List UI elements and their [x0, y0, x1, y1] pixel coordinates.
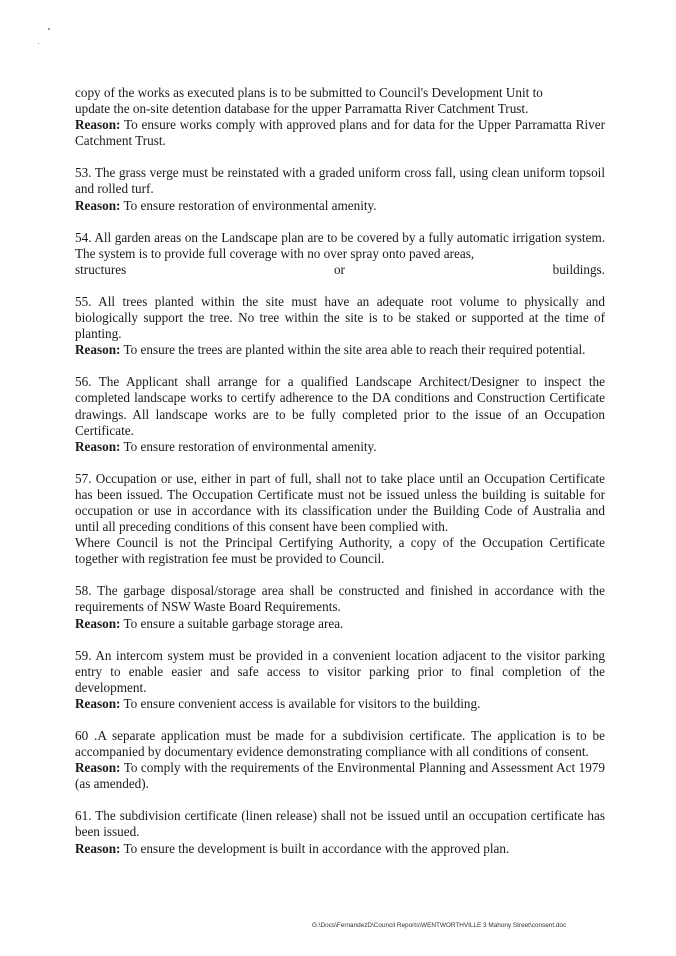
reason-label: Reason:: [75, 438, 121, 454]
word: buildings.: [552, 261, 605, 277]
reason-label: Reason:: [75, 117, 121, 133]
condition-53: [75, 165, 605, 213]
reason-label: Reason:: [75, 695, 121, 711]
condition-text: 61. The subdivision certificate (linen release) shall not be issued until an occupation certificate has been issued.: [75, 808, 605, 840]
condition-text: 60 .A separate application must be made for a subdivision certificate. The application is to be accompanied by documentary evidence demonstrating compliance with all conditions of consent.: [75, 728, 605, 760]
reason-text: To ensure a suitable garbage storage area.: [120, 615, 344, 631]
condition-last-line: [75, 262, 605, 278]
word: structures: [75, 261, 127, 277]
condition-59: [75, 648, 605, 712]
reason-text: To ensure convenient access is available for visitors to the building.: [120, 695, 481, 711]
condition-text: 57. Occupation or use, either in part of full, shall not to take place until an Occupation Certificate has been issued. The Occupation Certificate must not be issued unless the building is suitable for occupation or use in accordance with its classification under the Building Code of Australia and until all preceding conditions of this consent have been complied with.: [75, 470, 605, 535]
condition-text: Where Council is not the Principal Certifying Authority, a copy of the Occupation Certificate together with registration fee must be provided to Council.: [75, 535, 605, 567]
reason-label: Reason:: [75, 342, 121, 358]
condition-57: [75, 471, 605, 568]
condition-55: [75, 294, 605, 358]
reason-text: To ensure restoration of environmental amenity.: [120, 438, 377, 454]
condition-61: [75, 808, 605, 856]
body-line: update the on-site detention database for the upper Parramatta River Catchment Trust.: [75, 101, 529, 117]
word: or: [333, 261, 345, 277]
condition-54: [75, 230, 605, 278]
reason-label: Reason:: [75, 615, 121, 631]
condition-text: 55. All trees planted within the site must have an adequate root volume to physically and biologically support the tree. No tree within the site is to be staked or supported at the time of planting.: [75, 293, 605, 342]
condition-text: 59. An intercom system must be provided in a convenient location adjacent to the visitor parking entry to enable easier and safe access to visitor parking prior to final completion of the development.: [75, 647, 605, 695]
condition-text: 56. The Applicant shall arrange for a qualified Landscape Architect/Designer to inspect the completed landscape works to certify adherence to the DA conditions and Construction Certificate drawings. All landscape works are to be fully completed prior to the issue of an Occupation Certificate.: [75, 374, 605, 438]
scan-speck: [48, 28, 50, 30]
reason-text: To comply with the requirements of the Environmental Planning and Assessment Act 1979 (as amended).: [75, 760, 605, 792]
reason-label: Reason:: [75, 760, 121, 776]
footer-file-path: G:\Docs\FernandezD\Council Reports\WENTWORTHVILLE 3 Mahony Street\consent.doc: [312, 922, 567, 929]
reason-text: To ensure works comply with approved plans and for data for the Upper Parramatta River Catchment Trust.: [75, 117, 605, 149]
reason-label: Reason:: [75, 197, 121, 213]
condition-text: 53. The grass verge must be reinstated with a graded uniform cross fall, using clean uniform topsoil and rolled turf.: [75, 165, 605, 197]
condition-58: [75, 583, 605, 631]
reason-text: To ensure the trees are planted within the site area able to reach their required potential.: [120, 342, 586, 358]
body-line: copy of the works as executed plans is to be submitted to Council's Development Unit to: [75, 85, 543, 100]
scan-speck: [38, 43, 39, 44]
condition-continuation: [75, 85, 605, 149]
reason-label: Reason:: [75, 840, 121, 856]
condition-60: [75, 728, 605, 792]
condition-text: 58. The garbage disposal/storage area shall be constructed and finished in accordance with the requirements of NSW Waste Board Requirements.: [75, 583, 605, 615]
condition-text: 54. All garden areas on the Landscape plan are to be covered by a fully automatic irrigation system. The system is to provide full coverage with no over spray onto paved areas,: [75, 229, 605, 261]
condition-56: [75, 374, 605, 454]
reason-text: To ensure the development is built in accordance with the approved plan.: [120, 840, 510, 856]
document-body: [75, 85, 605, 873]
reason-text: To ensure restoration of environmental amenity.: [120, 197, 377, 213]
